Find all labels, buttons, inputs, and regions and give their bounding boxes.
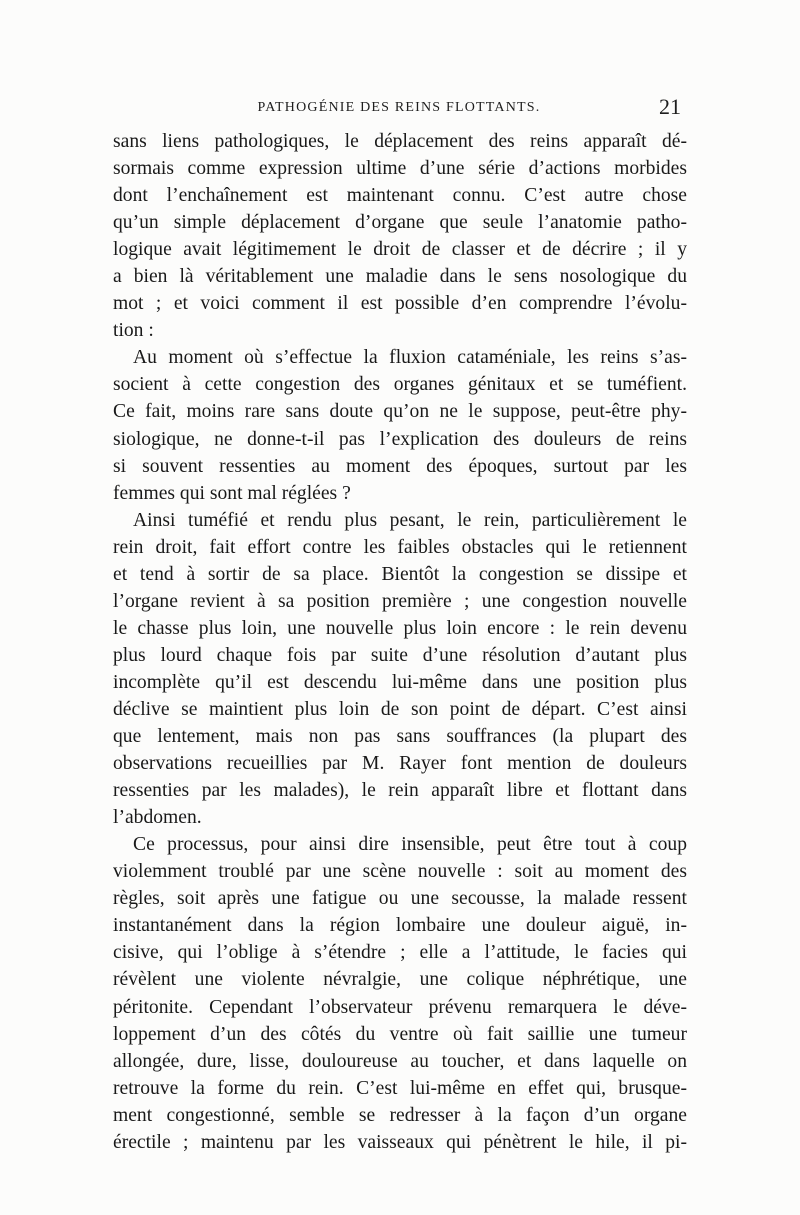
- text-line: logique avait légitimement le droit de classer et de décrire ; il y: [113, 239, 687, 261]
- text-line: violemment troublé par une scène nouvelle : soit au moment des: [113, 861, 687, 883]
- text-line: sormais comme expression ultime d’une série d’actions morbides: [113, 158, 687, 180]
- text-line: allongée, dure, lisse, douloureuse au toucher, et dans laquelle on: [113, 1050, 687, 1072]
- text-line: qu’un simple déplacement d’organe que seule l’anatomie patho-: [113, 212, 687, 234]
- text-line: mot ; et voici comment il est possible d’en comprendre l’évolu-: [113, 293, 687, 315]
- text-line: plus lourd chaque fois par suite d’une résolution d’autant plus: [113, 644, 687, 666]
- running-title: PATHOGÉNIE DES REINS FLOTTANTS.: [257, 100, 541, 115]
- text-line: observations recueillies par M. Rayer font mention de douleurs: [113, 753, 687, 775]
- text-line: dont l’enchaînement est maintenant connu. C’est autre chose: [113, 185, 687, 207]
- text-line: règles, soit après une fatigue ou une secousse, la malade ressent: [113, 888, 687, 910]
- text-line: l’abdomen.: [113, 807, 202, 829]
- text-line: péritonite. Cependant l’observateur prévenu remarquera le déve-: [113, 996, 687, 1018]
- text-line: le chasse plus loin, une nouvelle plus loin encore : le rein devenu: [113, 617, 687, 639]
- text-line: a bien là véritablement une maladie dans le sens nosologique du: [113, 266, 687, 288]
- paragraph-first-line: Au moment où s’effectue la fluxion cataméniale, les reins s’as-: [133, 347, 687, 369]
- text-line: incomplète qu’il est descendu lui-même dans une position plus: [113, 671, 687, 693]
- text-line: sans liens pathologiques, le déplacement des reins apparaît dé-: [113, 131, 687, 152]
- page-number: 21: [659, 94, 681, 119]
- text-line: que lentement, mais non pas sans souffrances (la plupart des: [113, 726, 687, 748]
- page-header: [113, 94, 685, 124]
- text-line: et tend à sortir de sa place. Bientôt la congestion se dissipe et: [113, 563, 687, 585]
- text-line: l’organe revient à sa position première ; une congestion nouvelle: [113, 590, 687, 612]
- text-line: si souvent ressenties au moment des époques, surtout par les: [113, 455, 687, 477]
- text-line: révèlent une violente névralgie, une colique néphrétique, une: [113, 969, 687, 991]
- paragraph-first-line: Ce processus, pour ainsi dire insensible, peut être tout à coup: [133, 834, 687, 856]
- text-line: déclive se maintient plus loin de son point de départ. C’est ainsi: [113, 698, 687, 720]
- text-line: retrouve la forme du rein. C’est lui-même en effet qui, brusque-: [113, 1077, 687, 1099]
- text-line: cisive, qui l’oblige à s’étendre ; elle a l’attitude, le facies qui: [113, 942, 687, 964]
- text-line: Ce fait, moins rare sans doute qu’on ne le suppose, peut-être phy-: [113, 401, 687, 423]
- text-line: socient à cette congestion des organes génitaux et se tuméfient.: [113, 374, 687, 396]
- text-line: ressenties par les malades), le rein apparaît libre et flottant dans: [113, 780, 687, 802]
- text-line: ment congestionné, semble se redresser à la façon d’un organe: [113, 1104, 687, 1126]
- text-line: femmes qui sont mal réglées ?: [113, 482, 351, 504]
- text-line: instantanément dans la région lombaire une douleur aiguë, in-: [113, 915, 687, 937]
- text-line: tion :: [113, 320, 154, 342]
- text-line: siologique, ne donne-t-il pas l’explication des douleurs de reins: [113, 428, 687, 450]
- paragraph-first-line: Ainsi tuméfié et rendu plus pesant, le rein, particulièrement le: [133, 509, 687, 531]
- text-line: érectile ; maintenu par les vaisseaux qui pénètrent le hile, il pi-: [113, 1131, 687, 1153]
- body-text: [113, 128, 687, 1156]
- text-line: loppement d’un des côtés du ventre où fait saillie une tumeur: [113, 1023, 687, 1045]
- text-line: rein droit, fait effort contre les faibles obstacles qui le retiennent: [113, 536, 687, 558]
